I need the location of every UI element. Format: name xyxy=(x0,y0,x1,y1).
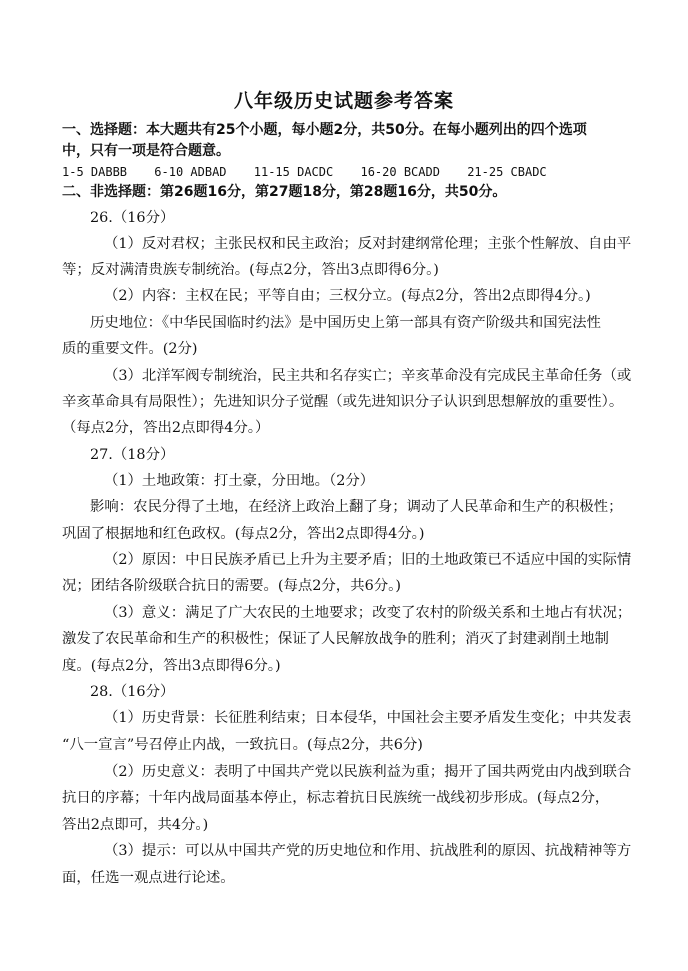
answer-text-line: 答出2点即可，共4分。) xyxy=(62,817,209,833)
answer-text-line: 面，任选一观点进行论述。 xyxy=(62,870,235,886)
question-26-header: 26.（16分） xyxy=(90,210,175,226)
section1-heading-line2: 中，只有一项是符合题意。 xyxy=(62,143,230,159)
answer-text-line: 抗日的序幕；十年内战局面基本停止，标志着抗日民族统一战线初步形成。(每点2分， xyxy=(62,790,610,806)
question-28-header: 28.（16分） xyxy=(90,684,175,700)
answer-text-line: （2）内容：主权在民；平等自由；三权分立。(每点2分，答出2点即得4分。) xyxy=(104,288,591,304)
answer-text-line: 质的重要文件。(2分) xyxy=(62,341,198,357)
answer-group-16-20: 16-20 BCADD xyxy=(360,165,440,179)
answer-text-line: （3）意义：满足了广大农民的土地要求；改变了农村的阶级关系和土地占有状况； xyxy=(104,605,632,621)
answer-text-line: 影响：农民分得了土地，在经济上政治上翻了身；调动了人民革命和生产的积极性； xyxy=(90,499,623,515)
answer-text-line: （每点2分，答出2点即得4分。） xyxy=(62,420,270,436)
choice-answers-row xyxy=(62,162,567,182)
answer-text-line: （3）提示：可以从中国共产党的历史地位和作用、抗战胜利的原因、抗战精神等方 xyxy=(104,843,632,859)
answer-text-line: 巩固了根据地和红色政权。(每点2分，答出2点即得4分。) xyxy=(62,526,425,542)
answer-text-line: （2）历史意义：表明了中国共产党以民族利益为重；揭开了国共两党由内战到联合 xyxy=(104,764,632,780)
answer-text-line: 激发了农民革命和生产的积极性；保证了人民解放战争的胜利；消灭了封建剥削土地制 xyxy=(62,631,609,647)
section2-heading: 二、非选择题：第26题16分，第27题18分，第28题16分，共50分。 xyxy=(62,184,507,200)
answer-text-line: 况；团结各阶级联合抗日的需要。(每点2分，共6分。) xyxy=(62,578,401,594)
answer-text-line: （1）历史背景：长征胜利结束；日本侵华，中国社会主要矛盾发生变化；中共发表 xyxy=(104,710,632,726)
answer-text-line: （1）反对君权；主张民权和民主政治；反对封建纲常伦理；主张个性解放、自由平 xyxy=(104,236,632,252)
answer-text-line: 历史地位：《中华民国临时约法》是中国历史上第一部具有资产阶级共和国宪法性 xyxy=(90,315,601,331)
answer-group-21-25: 21-25 CBADC xyxy=(467,165,547,179)
question-27-header: 27.（18分） xyxy=(90,447,175,463)
answer-text-line: 辛亥革命具有局限性）；先进知识分子觉醒（或先进知识分子认识到思想解放的重要性）。 xyxy=(62,394,624,410)
answer-text-line: （3）北洋军阀专制统治，民主共和名存实亡；辛亥革命没有完成民主革命任务（或 xyxy=(104,368,632,384)
page-title: 八年级历史试题参考答案 xyxy=(233,90,454,112)
answer-text-line: 等；反对满清贵族专制统治。(每点2分，答出3点即得6分。) xyxy=(62,262,439,278)
answer-text-line: 度。(每点2分，答出3点即得6分。) xyxy=(62,658,281,674)
answer-group-1-5: 1-5 DABBB xyxy=(62,165,128,179)
section1-heading-line1: 一、选择题：本大题共有25个小题，每小题2分，共50分。在每小题列出的四个选项 xyxy=(62,122,587,138)
answer-group-11-15: 11-15 DACDC xyxy=(253,165,334,179)
answer-text-line: （1）土地政策：打土豪，分田地。（2分） xyxy=(104,473,375,489)
answer-text-line: （2）原因：中日民族矛盾已上升为主要矛盾；旧的土地政策已不适应中国的实际情 xyxy=(104,552,632,568)
answer-group-6-10: 6-10 ADBAD xyxy=(154,165,227,179)
answer-text-line: “八一宣言”号召停止内战，一致抗日。(每点2分，共6分) xyxy=(62,737,423,753)
